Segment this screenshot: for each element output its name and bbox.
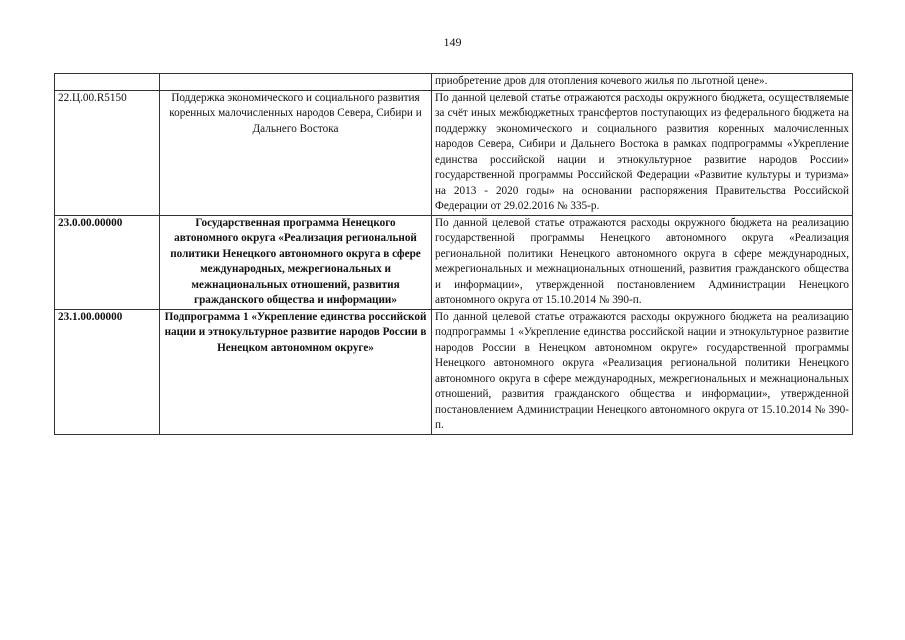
table-row xyxy=(55,309,853,434)
page-number: 149 xyxy=(443,35,462,49)
row-description: По данной целевой статье отражаются расходы окружного бюджета на реализацию подпрограммы 1 «Укрепление единства российской нации и этнокультурное развитие народов России в Ненецком автономном округе» государственной программы Ненецкого автономного округа «Реализация региональной политики Ненецкого автономного округа в сфере международных, межрегиональных и межнациональных отношений, развития гражданского общества и информации», утвержденной постановлением Администрации Ненецкого автономного округа от 15.10.2014 № 390-п. xyxy=(432,309,853,434)
row-name xyxy=(160,74,432,91)
table-row xyxy=(55,90,853,215)
row-code: 23.0.00.00000 xyxy=(55,215,160,309)
row-name: Государственная программа Ненецкого автономного округа «Реализация региональной политики Ненецкого автономного округа в сфере международных, межрегиональных и межнациональных отношений, развития гражданского общества и информации» xyxy=(160,215,432,309)
row-code xyxy=(55,74,160,91)
budget-classification-table xyxy=(54,73,853,435)
row-code: 22.Ц.00.R5150 xyxy=(55,90,160,215)
row-code: 23.1.00.00000 xyxy=(55,309,160,434)
table-row xyxy=(55,74,853,91)
row-description: По данной целевой статье отражаются расходы окружного бюджета, осуществляемые за счёт иных межбюджетных трансфертов поступающих из федерального бюджета на поддержку экономического и социального развития коренных малочисленных народов Севера, Сибири и Дальнего Востока в рамках подпрограммы «Укрепление единства российской нации и этнокультурное развитие народов России» государственной программы Российской Федерации «Развитие культуры и туризма» на 2013 - 2020 годы» на основании распоряжения Правительства Российской Федерации от 29.02.2016 № 335-р. xyxy=(432,90,853,215)
row-name: Подпрограмма 1 «Укрепление единства российской нации и этнокультурное развитие народов России в Ненецком автономном округе» xyxy=(160,309,432,434)
row-description: приобретение дров для отопления кочевого жилья по льготной цене». xyxy=(432,74,853,91)
row-description: По данной целевой статье отражаются расходы окружного бюджета на реализацию государственной программы Ненецкого автономного округа «Реализация региональной политики Ненецкого автономного округа в сфере международных, межрегиональных и межнациональных отношений, развития гражданского общества и информации», утвержденной постановлением Администрации Ненецкого автономного округа от 15.10.2014 № 390-п. xyxy=(432,215,853,309)
row-name: Поддержка экономического и социального развития коренных малочисленных народов Севера, Сибири и Дальнего Востока xyxy=(160,90,432,215)
table-row xyxy=(55,215,853,309)
